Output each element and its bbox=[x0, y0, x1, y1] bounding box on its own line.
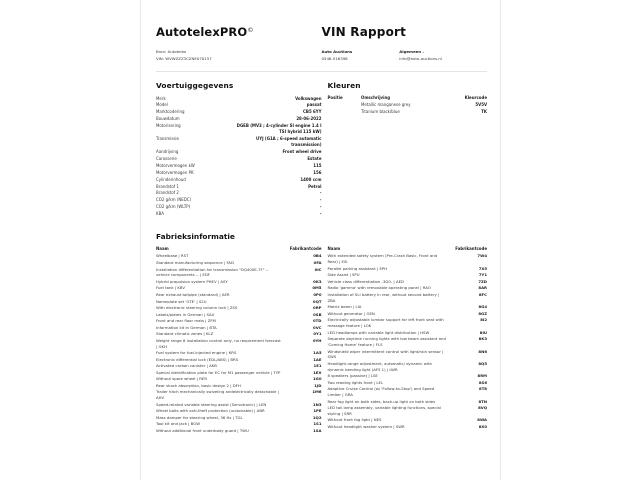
color-positie bbox=[328, 109, 361, 116]
factory-table-right bbox=[328, 246, 488, 430]
vehicle-data-row bbox=[156, 148, 322, 155]
factory-right-header-row bbox=[328, 246, 488, 253]
factory-option-code: 1E1 bbox=[313, 363, 322, 369]
factory-option-name: Two reading lights front | LEL bbox=[327, 379, 384, 385]
factory-col-code-right: Fabrikantcode bbox=[455, 245, 487, 251]
factory-table-row bbox=[328, 424, 488, 431]
vehicle-data-row bbox=[156, 123, 322, 136]
colors-col-omschrijving: Omschrijving bbox=[360, 95, 391, 101]
vehicle-data-row bbox=[156, 176, 322, 183]
colors-table-row bbox=[328, 102, 488, 109]
color-kleurcode: TK bbox=[481, 109, 487, 115]
factory-option-name: Radio 'gamma' with removable operating panel | RAO bbox=[327, 285, 431, 291]
color-positie bbox=[328, 102, 361, 109]
vehicle-data-key: CO2 g/km (WLTP) bbox=[156, 204, 191, 210]
source-label: Bron: Autotelex bbox=[156, 49, 187, 55]
header-title-block bbox=[322, 26, 488, 39]
factory-option-code: 8TN bbox=[478, 398, 487, 404]
vehicle-data-row bbox=[156, 136, 322, 149]
report-header bbox=[156, 26, 487, 39]
factory-option-code: 1JD bbox=[314, 382, 322, 388]
factory-option-name: Tool kit and jack | BGW bbox=[156, 421, 201, 427]
vehicle-data-row bbox=[156, 162, 322, 169]
factory-option-code: 7ZD bbox=[478, 278, 487, 284]
factory-table-row bbox=[328, 405, 488, 417]
vehicle-data-key: KBA bbox=[156, 211, 164, 217]
factory-col-naam-right: Naam bbox=[327, 245, 341, 251]
vehicle-data-value: 28-06-2022 bbox=[296, 116, 322, 122]
vehicle-data-row bbox=[156, 190, 322, 197]
factory-option-name: Rear fog light on both sides, back-up light on both sides bbox=[327, 398, 436, 404]
vehicle-data-value: Volkswagen bbox=[295, 95, 322, 101]
factory-option-code: 0SB bbox=[313, 311, 322, 317]
factory-option-name: Hybrid propulsion system PHEV | ASY bbox=[156, 278, 228, 284]
factory-col-code-left: Fabrikantcode bbox=[289, 245, 322, 251]
factory-option-name: With electronic steering column lock | ZSS bbox=[156, 305, 238, 311]
brand-title bbox=[156, 26, 322, 39]
factory-option-name: Front and rear floor mats | ZFM bbox=[156, 318, 216, 324]
factory-table-row bbox=[156, 266, 322, 278]
vehicle-data-row bbox=[156, 197, 322, 204]
factory-option-name: Without headlight washer system | SWR bbox=[327, 423, 405, 429]
factory-option-name: Standard climatic zones | KLZ bbox=[156, 331, 214, 337]
vehicle-data-key: Cylinderinhoud bbox=[156, 176, 186, 182]
factory-option-code: 0P0 bbox=[313, 291, 322, 297]
factory-option-name: Special identification plate for EC for M1 passenger vehicle | TYP bbox=[156, 369, 281, 375]
vehicle-data-key: Carosserie bbox=[156, 155, 177, 161]
factory-option-name: Trailer hitch mechanically swiveling andelectrically detachable | AHV bbox=[156, 389, 279, 401]
factory-option-code: 1EX bbox=[313, 369, 322, 375]
factory-option-name: Wheel bolts with anti-theft protection (unlockable) | ABR bbox=[156, 408, 265, 414]
factory-option-name: Installation differentiation for transmission "DQ400E-7F" -- vehicle components -- | EDF bbox=[156, 266, 269, 278]
factory-option-code: 0IC bbox=[314, 266, 322, 272]
factory-table-row bbox=[328, 292, 488, 304]
factory-option-code: 1AE bbox=[313, 356, 322, 362]
factory-option-code: 8AR bbox=[478, 285, 487, 291]
factory-table-row bbox=[328, 336, 488, 348]
vehicle-data-value: - bbox=[319, 197, 322, 203]
vehicle-section-title: Voertuiggegevens bbox=[156, 81, 234, 91]
vehicle-data-value: DGEB (MV3 ; 4-cylinder SI engine 1.4 l TSI hybrid 115 kW) bbox=[236, 123, 322, 135]
copyright-icon: © bbox=[247, 26, 254, 35]
factory-option-name: LED headlamps with variable light distribution | HSW bbox=[327, 329, 430, 335]
factory-option-code: 1S1 bbox=[313, 421, 322, 427]
factory-option-name: Activated carbon canister | AKB bbox=[156, 363, 217, 369]
factory-table-row bbox=[328, 253, 488, 265]
color-omschrijving: Metallic manganese grey bbox=[360, 102, 411, 108]
factory-table-row bbox=[156, 428, 322, 435]
vehicle-data-row bbox=[156, 183, 322, 190]
factory-option-name: Mass damper for steering wheel, 36 Hz | TGL bbox=[156, 414, 243, 420]
general-email: info@auto-auctions.nl bbox=[399, 55, 442, 61]
factory-option-name: Adaptive Cruise Control (w/ 'Follow-to-Stop') and Speed Limiter | GRA bbox=[327, 386, 435, 398]
factory-option-code: 8G4 bbox=[478, 304, 487, 310]
factory-left-header-row bbox=[156, 246, 322, 253]
factory-option-name: Labels/plates in German | SAU bbox=[156, 311, 215, 317]
factory-option-code: 1A5 bbox=[313, 350, 322, 356]
colors-table bbox=[328, 95, 488, 116]
vehicle-data-key: Model bbox=[156, 102, 168, 108]
factory-col-naam-left: Naam bbox=[156, 245, 169, 251]
header-meta bbox=[156, 49, 487, 62]
factory-option-name: Headlight-range adjustment, automatic/ dynamic with dynamic bending light (AFS 1) | LWR bbox=[327, 360, 432, 372]
factory-option-code: 0B4 bbox=[313, 253, 322, 259]
factory-option-code: 8VQ bbox=[478, 405, 487, 411]
vehicle-data-value: - bbox=[319, 211, 322, 217]
info-columns bbox=[156, 72, 487, 218]
vehicle-data-row bbox=[156, 155, 322, 162]
factory-table-row bbox=[328, 360, 488, 372]
general-block bbox=[399, 49, 487, 62]
factory-option-code: 1Q2 bbox=[312, 414, 322, 420]
vehicle-data-value: 1400 ccm bbox=[300, 176, 322, 182]
factory-option-code: 8S6 bbox=[478, 379, 487, 385]
vehicle-data-row bbox=[156, 95, 322, 102]
vehicle-data-value: passat bbox=[306, 102, 322, 108]
factory-option-name: Parallel parking assistant | EPH bbox=[327, 265, 388, 271]
page-right-edge bbox=[500, 0, 501, 480]
colors-table-row bbox=[328, 109, 488, 116]
vehicle-data-key: Motorisering bbox=[156, 123, 181, 129]
vehicle-data-value: UYJ (G1A ; 6-speed automatic transmission) bbox=[256, 136, 322, 148]
factory-option-code: 8RM bbox=[477, 373, 487, 379]
vehicle-data-row bbox=[156, 169, 322, 176]
vehicle-data-value: Front wheel drive bbox=[282, 148, 322, 154]
general-label: Algemeen . bbox=[399, 49, 424, 55]
header-meta-source bbox=[156, 49, 322, 62]
factory-option-name: Electrically adjustable lumbar support for left front seat with massage feature | LOK bbox=[327, 317, 444, 329]
factory-option-name: Windshield wiper intermittent control with light/rain sensor | SWS bbox=[327, 348, 444, 360]
factory-option-name: Rear shock absorption, basic design 2 | DFH bbox=[156, 382, 241, 388]
factory-option-name: LED tail lamp assembly, variable lighting functions, special styling | SRR bbox=[327, 405, 441, 416]
factory-option-name: Separate daytime running lights with low beam assistant and 'Coming Home' feature | FLS bbox=[327, 336, 446, 347]
vehicle-data-value: Petrol bbox=[308, 183, 322, 189]
factory-option-name: Vehicle class differentiation -3G0- | AED bbox=[327, 278, 404, 284]
factory-option-code: 0TD bbox=[313, 318, 322, 324]
colors-section-title: Kleuren bbox=[327, 81, 361, 91]
factory-option-code: 8IU bbox=[479, 329, 487, 335]
color-kleurcode: 5V5V bbox=[475, 102, 487, 108]
vehicle-data-row bbox=[156, 109, 322, 116]
factory-option-code: 0YH bbox=[312, 337, 322, 343]
factory-option-name: Weight range 8 installation control only, no requirement forecast | GKH bbox=[156, 337, 281, 349]
factory-right-head bbox=[328, 246, 488, 253]
vin-label: VIN: WVWZZZ3CZNE070157 bbox=[156, 55, 212, 61]
factory-option-code: 7Y1 bbox=[478, 272, 487, 278]
colors-col-kleurcode: Kleurcode bbox=[464, 95, 487, 101]
factory-option-name: Without spare wheel | RER bbox=[156, 376, 208, 382]
vehicle-data-key: Transmissie bbox=[156, 136, 179, 142]
color-omschrijving: Titanium black/blue bbox=[360, 109, 400, 115]
auction-phone: 0546-516398 bbox=[321, 55, 348, 61]
factory-option-name: Side Assist | SPU bbox=[327, 272, 360, 278]
factory-option-name: 8 speakers (passive) | LSE bbox=[327, 373, 378, 379]
colors-table-body bbox=[328, 102, 488, 115]
factory-option-name: Standard manufacturing sequence | FAD bbox=[156, 260, 234, 266]
vehicle-data-key: Motorvermogen PK bbox=[156, 169, 194, 175]
factory-option-code: 8I2 bbox=[480, 317, 487, 323]
vehicle-data-row bbox=[156, 211, 322, 218]
auction-block bbox=[322, 49, 400, 62]
factory-option-code: 0FA bbox=[313, 260, 322, 266]
factory-option-code: 8FC bbox=[478, 291, 487, 297]
vehicle-data-body bbox=[156, 95, 322, 218]
brand-name: AutotelexPRO bbox=[156, 25, 248, 39]
factory-table-left bbox=[156, 246, 322, 434]
factory-option-code: 8N6 bbox=[478, 348, 487, 354]
vehicle-data-value: 115 bbox=[313, 162, 322, 168]
factory-option-code: 7W4 bbox=[477, 253, 487, 259]
factory-option-name: Without front fog light | NES bbox=[327, 417, 382, 423]
factory-option-code: 0M5 bbox=[312, 285, 322, 291]
factory-section-title: Fabrieksinformatie bbox=[156, 231, 235, 241]
vehicle-data-row bbox=[156, 102, 322, 109]
factory-option-code: 0Y1 bbox=[313, 331, 322, 337]
vehicle-data-key: Brandstof 2 bbox=[156, 190, 179, 196]
vehicle-data-key: Bouwdatum bbox=[156, 116, 180, 122]
vehicle-data-key: Aandrijving bbox=[156, 148, 179, 154]
factory-left-head bbox=[156, 246, 322, 253]
vehicle-data-value: - bbox=[319, 204, 322, 210]
factory-option-code: 1M6 bbox=[312, 389, 322, 395]
factory-option-code: 1G0 bbox=[312, 376, 322, 382]
factory-option-code: 8T8 bbox=[479, 386, 487, 392]
factory-right-column bbox=[322, 246, 488, 434]
factory-right-body bbox=[328, 253, 488, 430]
factory-option-code: 0RP bbox=[313, 305, 322, 311]
factory-option-code: 0K3 bbox=[313, 278, 322, 284]
colors-col-positie: Positie bbox=[327, 95, 343, 101]
factory-option-name: Rear exhaust tailpipe (standard) | AER bbox=[156, 291, 230, 297]
factory-columns bbox=[156, 246, 487, 434]
factory-option-code: 1SA bbox=[313, 427, 322, 433]
factory-option-code: 7X5 bbox=[478, 265, 487, 271]
factory-option-code: 8WA bbox=[477, 417, 487, 423]
vehicle-data-section bbox=[156, 72, 322, 218]
factory-option-code: 8K3 bbox=[478, 336, 487, 342]
factory-table-row bbox=[328, 386, 488, 398]
vehicle-data-key: CO2 g/km (NEDC) bbox=[156, 197, 192, 203]
factory-table-row bbox=[328, 348, 488, 360]
factory-left-column bbox=[156, 246, 322, 434]
vehicle-data-row bbox=[156, 204, 322, 211]
factory-option-name: Without additional front underbody guard | TWU bbox=[156, 427, 249, 433]
factory-option-code: 0VC bbox=[313, 324, 322, 330]
vehicle-data-row bbox=[156, 116, 322, 123]
factory-option-name: Installation of SLI battery in rear, without second battery | ZBA bbox=[327, 291, 440, 303]
factory-option-name: Matrix beam | LIA bbox=[327, 304, 362, 310]
factory-option-name: Information kit in German | BTA bbox=[156, 324, 217, 330]
factory-option-name: Speed-related variable steering assist (Servotronic) | LEN bbox=[156, 401, 267, 407]
header-meta-contact bbox=[322, 49, 488, 62]
vehicle-data-value: Estate bbox=[307, 155, 322, 161]
vehicle-data-key: Brandstof 1 bbox=[156, 183, 179, 189]
vehicle-data-value: CB5 6YY bbox=[303, 109, 322, 115]
factory-option-name: Nameplate set 'GTE' | S2U bbox=[156, 298, 207, 304]
page-title: VIN Rapport bbox=[321, 25, 407, 39]
factory-option-code: 1PE bbox=[313, 408, 322, 414]
vehicle-data-value: 156 bbox=[313, 169, 322, 175]
page-content bbox=[141, 0, 500, 480]
factory-option-name: Fuel system for fuel-injected engine | KRS bbox=[156, 350, 237, 356]
factory-option-name: Fuel tank | KBV bbox=[156, 285, 186, 291]
factory-table-row bbox=[156, 389, 322, 401]
auction-name: Auto Auctions bbox=[321, 49, 353, 55]
vehicle-data-table bbox=[156, 95, 322, 218]
factory-option-code: 8X0 bbox=[478, 423, 487, 429]
factory-option-name: With extended safety system (Pre-Crash Basic, Front and Rear) | ESI bbox=[327, 253, 438, 265]
factory-option-name: Without generator | GEN bbox=[327, 310, 375, 316]
colors-table-head bbox=[328, 95, 488, 102]
vehicle-data-key: Marktcodering bbox=[156, 109, 185, 115]
vehicle-data-value: - bbox=[319, 190, 322, 196]
vehicle-data-key: Merk bbox=[156, 95, 166, 101]
vehicle-data-key: Motorvermogen kW bbox=[156, 162, 195, 168]
factory-option-code: 0QT bbox=[312, 298, 322, 304]
colors-section bbox=[322, 72, 488, 218]
factory-option-name: Wheelbase | RST bbox=[156, 253, 189, 259]
colors-header-row bbox=[328, 95, 488, 102]
factory-option-name: Electronic differential lock (EDL/ABS) | BRS bbox=[156, 356, 239, 362]
factory-table-row bbox=[156, 337, 322, 349]
factory-option-code: 1N3 bbox=[312, 401, 322, 407]
header-brand-block bbox=[156, 26, 322, 39]
factory-option-code: 8Q5 bbox=[478, 360, 487, 366]
factory-table-row bbox=[328, 317, 488, 329]
factory-left-body bbox=[156, 253, 322, 434]
factory-option-code: 8GZ bbox=[478, 310, 487, 316]
